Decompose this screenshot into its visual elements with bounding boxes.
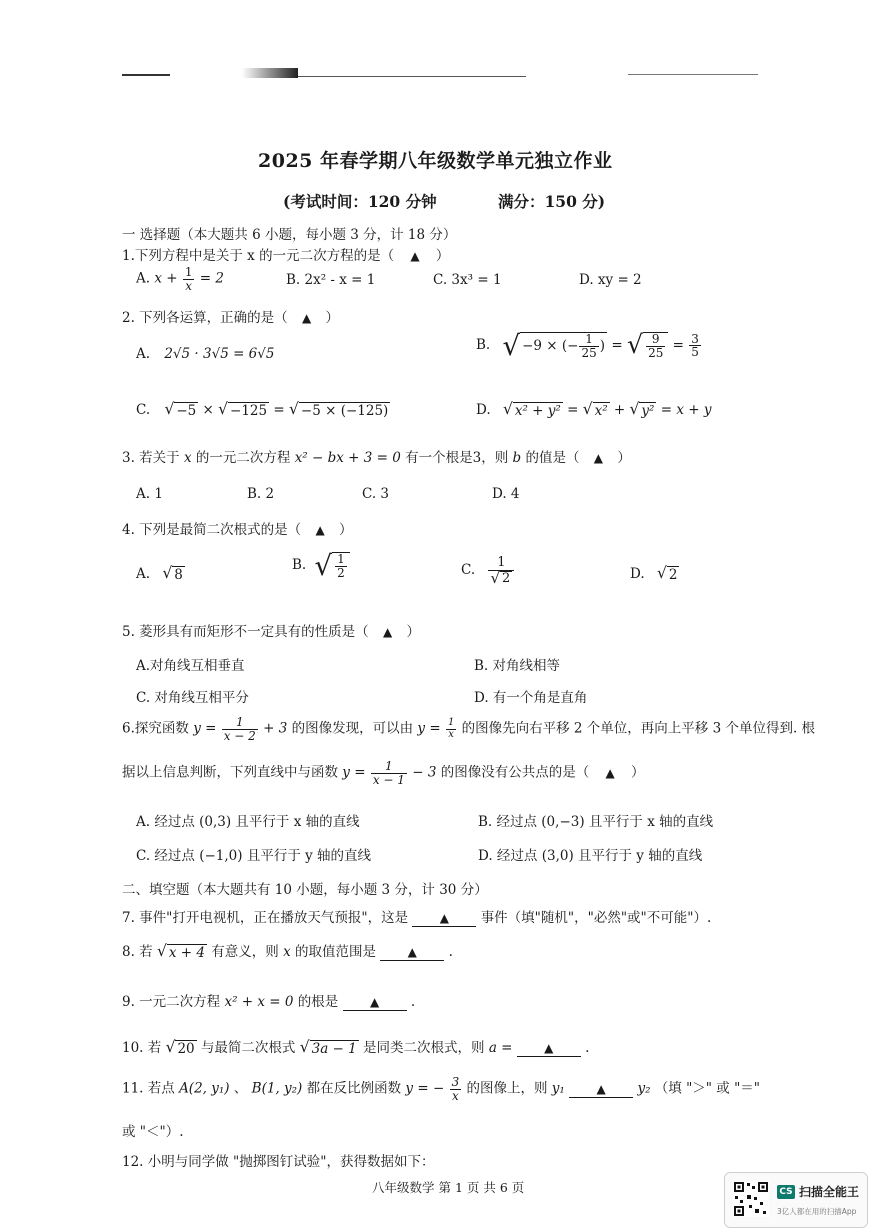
q1-option-b: B. 2x² - x = 1	[286, 272, 376, 288]
q6-option-b: B. 经过点 (0,−3) 且平行于 x 轴的直线	[478, 814, 714, 830]
question-11-line-1: 11. 若点 A(2, y₁) 、 B(1, y₂) 都在反比例函数 y = − $\frac{3}{x}$ 的图像上，则 y₁ ▲ y₂ （填 "＞" 或 "＝"	[122, 1075, 760, 1103]
question-10: 10. 若 √ 20 与最简二次根式 √ 3a − 1 是同类二次根式，则 a = ▲ .	[122, 1038, 590, 1057]
question-12: 12. 小明与同学做 "抛掷图钉试验"，获得数据如下：	[122, 1154, 435, 1170]
scan-mark-line	[298, 76, 526, 77]
q5-option-d: D. 有一个角是直角	[474, 690, 588, 706]
q2-option-b: B. √ −9 × (− $\frac{1}{25}$ ) = √ $\frac{9}{25}$ = $\frac{3}{5}$	[476, 329, 699, 362]
q1-option-c: C. 3x³ = 1	[433, 272, 502, 288]
qr-code-icon	[733, 1181, 769, 1217]
question-3: 3. 若关于 x 的一元二次方程 x² − bx + 3 = 0 有一个根是3，则 b 的值是（ ▲ ）	[122, 450, 631, 466]
full-score: 满分：150 分)	[498, 192, 606, 211]
q4-option-a: A. √ 8	[136, 564, 183, 583]
scanner-logo-icon: CS	[777, 1185, 795, 1199]
q3-option-b: B. 2	[247, 486, 275, 502]
answer-triangle: ▲	[605, 765, 615, 780]
q2-option-d: D. √ x² + y² = √ x² + √ y² = x + y	[476, 400, 712, 419]
answer-triangle: ▲	[439, 911, 449, 925]
q4-option-d: D. √ 2	[630, 564, 678, 583]
scanner-app-name: 扫描全能王	[799, 1185, 860, 1199]
question-8: 8. 若 √ x + 4 有意义，则 x 的取值范围是 ▲ .	[122, 942, 453, 961]
answer-blank[interactable]	[343, 994, 407, 1011]
q3-option-d: D. 4	[492, 486, 520, 502]
exam-time: (考试时间：120 分钟	[283, 192, 437, 211]
q1-stem: 1.下列方程中是关于 x 的一元二次方程的是（	[122, 248, 395, 264]
q2-option-a: A. 2√5 · 3√5 = 6√5	[136, 346, 275, 362]
answer-triangle: ▲	[315, 523, 325, 537]
q6-option-c: C. 经过点 (−1,0) 且平行于 y 轴的直线	[136, 848, 372, 864]
question-5: 5. 菱形具有而矩形不一定具有的性质是（ ▲ ）	[122, 624, 420, 640]
scanner-tagline: 3亿人都在用的扫描App	[777, 1207, 857, 1216]
question-9: 9. 一元二次方程 x² + x = 0 的根是 ▲ .	[122, 994, 416, 1010]
question-4: 4. 下列是最简二次根式的是（ ▲ ）	[122, 522, 353, 538]
answer-triangle: ▲	[369, 995, 380, 1009]
q1-option-d: D. xy = 2	[579, 272, 642, 288]
question-11-line-2: 或 "＜"）.	[122, 1124, 184, 1140]
scan-mark-right	[628, 74, 758, 75]
question-6-line-2: 据以上信息判断，下列直线中与函数 y = $\frac{1}{x - 1}$ − 3 的图像没有公共点的是（ ▲ ）	[122, 759, 645, 787]
q4-option-b: B. √ $\frac{1}{2}$	[292, 552, 350, 580]
q3-option-a: A. 1	[136, 486, 163, 502]
page-title: 2025 年春学期八年级数学单元独立作业	[258, 150, 613, 172]
answer-blank[interactable]	[380, 944, 444, 961]
scan-mark-block	[242, 68, 298, 78]
scan-mark-left	[122, 74, 170, 76]
q4-option-c: C. 1 √ 2	[461, 556, 515, 586]
q1-option-a: A. x + $\frac{1}{x}$ = 2	[136, 265, 224, 293]
question-1: 1.下列方程中是关于 x 的一元二次方程的是（ ▲ ）	[122, 248, 450, 264]
section-1-heading: 一 选择题（本大题共 6 小题，每小题 3 分，计 18 分）	[122, 227, 457, 243]
q5-option-c: C. 对角线互相平分	[136, 690, 249, 706]
answer-blank[interactable]	[569, 1081, 633, 1098]
answer-triangle: ▲	[410, 249, 420, 263]
answer-triangle: ▲	[382, 625, 393, 639]
question-6-line-1: 6.探究函数 y = $\frac{1}{x - 2}$ + 3 的图像发现，可以由 y = $\frac{1}{x}$ 的图像先向右平移 2 个单位，再向上平移 3 个单位得到. 根	[122, 715, 816, 743]
question-2: 2. 下列各运算，正确的是（ ▲ ）	[122, 310, 339, 326]
page-footer: 八年级数学 第 1 页 共 6 页	[372, 1180, 525, 1195]
q5-option-a: A.对角线互相垂直	[136, 658, 245, 674]
section-2-heading: 二、填空题（本大题共有 10 小题，每小题 3 分，计 30 分）	[122, 882, 488, 898]
q2-option-c: C. √ −5 × √ −125 = √ −5 × (−125)	[136, 400, 389, 419]
answer-triangle: ▲	[593, 451, 604, 465]
answer-triangle: ▲	[407, 945, 417, 959]
q6-option-a: A. 经过点 (0,3) 且平行于 x 轴的直线	[136, 814, 360, 830]
answer-triangle: ▲	[596, 1081, 606, 1096]
q5-option-b: B. 对角线相等	[474, 658, 561, 674]
question-7: 7. 事件"打开电视机，正在播放天气预报"，这是 ▲ 事件（填"随机"，"必然"或"不可能"）.	[122, 910, 712, 926]
scanner-watermark	[724, 1172, 868, 1228]
q6-option-d: D. 经过点 (3,0) 且平行于 y 轴的直线	[478, 848, 703, 864]
answer-blank[interactable]	[412, 910, 476, 927]
q3-option-c: C. 3	[362, 486, 390, 502]
answer-triangle: ▲	[301, 311, 312, 325]
answer-triangle: ▲	[544, 1041, 554, 1055]
answer-blank[interactable]	[517, 1040, 581, 1057]
